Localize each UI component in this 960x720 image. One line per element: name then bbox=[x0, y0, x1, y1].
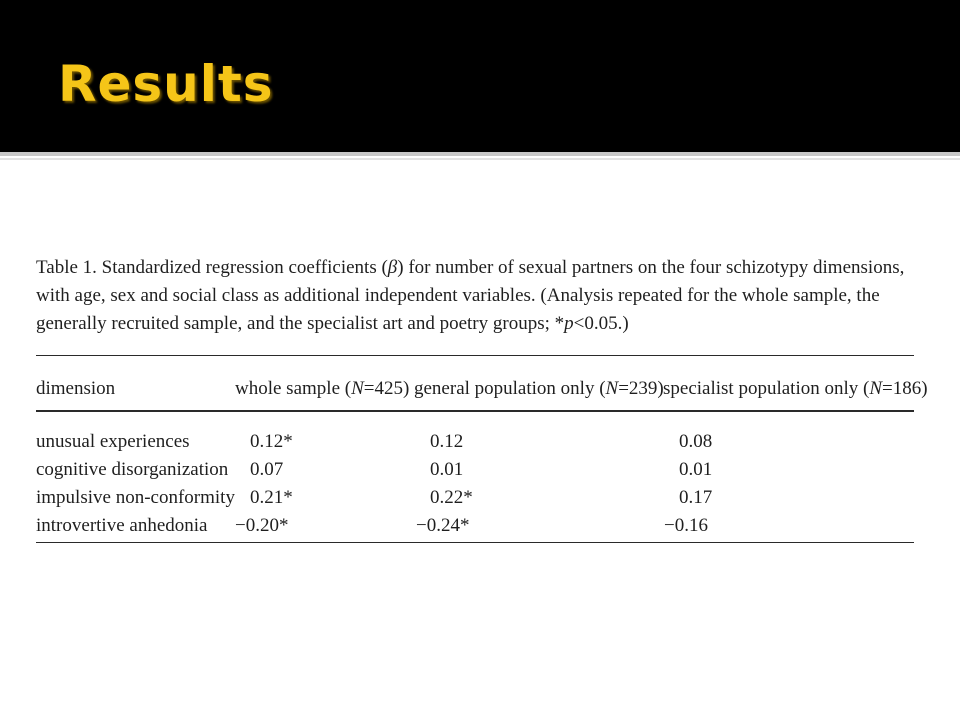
cell-whole: 0.07 bbox=[250, 459, 284, 480]
table-header-rule bbox=[36, 410, 914, 412]
cell-dimension: unusual experiences bbox=[36, 431, 190, 452]
slide-title: Results bbox=[58, 55, 274, 113]
caption-part-b: ) for number of sexual partners on the four schizotypy dimensions, with age, sex and social class as additional independent variables. (Analysis repeated for the whole sample, the generally recruited sample, and the specialist art and poetry groups; * bbox=[36, 257, 905, 334]
results-table bbox=[36, 254, 928, 543]
header-specialist-population: specialist population only (N=186) bbox=[663, 378, 928, 399]
table-bottom-rule bbox=[36, 542, 914, 543]
caption-part-a: Table 1. Standardized regression coefficients ( bbox=[36, 257, 388, 278]
table-row bbox=[36, 428, 914, 456]
cell-whole: 0.12* bbox=[250, 431, 293, 452]
cell-general: 0.12 bbox=[430, 431, 464, 452]
cell-specialist: 0.17 bbox=[679, 487, 713, 508]
table-row bbox=[36, 512, 914, 540]
cell-whole: −0.20* bbox=[235, 515, 289, 536]
table-row bbox=[36, 484, 914, 512]
caption-p: p bbox=[564, 313, 574, 334]
table-caption bbox=[36, 254, 914, 338]
title-bar bbox=[0, 0, 960, 152]
cell-specialist: −0.16 bbox=[664, 515, 708, 536]
table-body bbox=[36, 416, 914, 536]
cell-general: −0.24* bbox=[416, 515, 470, 536]
header-dimension: dimension bbox=[36, 378, 116, 399]
cell-general: 0.01 bbox=[430, 459, 464, 480]
caption-beta: β bbox=[387, 257, 398, 278]
table-header-row bbox=[36, 356, 928, 400]
cell-specialist: 0.01 bbox=[679, 459, 713, 480]
cell-dimension: impulsive non-conformity bbox=[36, 487, 235, 508]
cell-specialist: 0.08 bbox=[679, 431, 713, 452]
header-general-population: general population only (N=239) bbox=[414, 378, 664, 399]
table-row bbox=[36, 456, 914, 484]
cell-general: 0.22* bbox=[430, 487, 473, 508]
title-divider-secondary bbox=[0, 158, 960, 160]
cell-dimension: cognitive disorganization bbox=[36, 459, 229, 480]
cell-whole: 0.21* bbox=[250, 487, 293, 508]
cell-dimension: introvertive anhedonia bbox=[36, 515, 208, 536]
header-whole-sample: whole sample (N=425) bbox=[235, 378, 410, 399]
title-divider bbox=[0, 152, 960, 156]
caption-part-c: <0.05.) bbox=[573, 313, 629, 334]
